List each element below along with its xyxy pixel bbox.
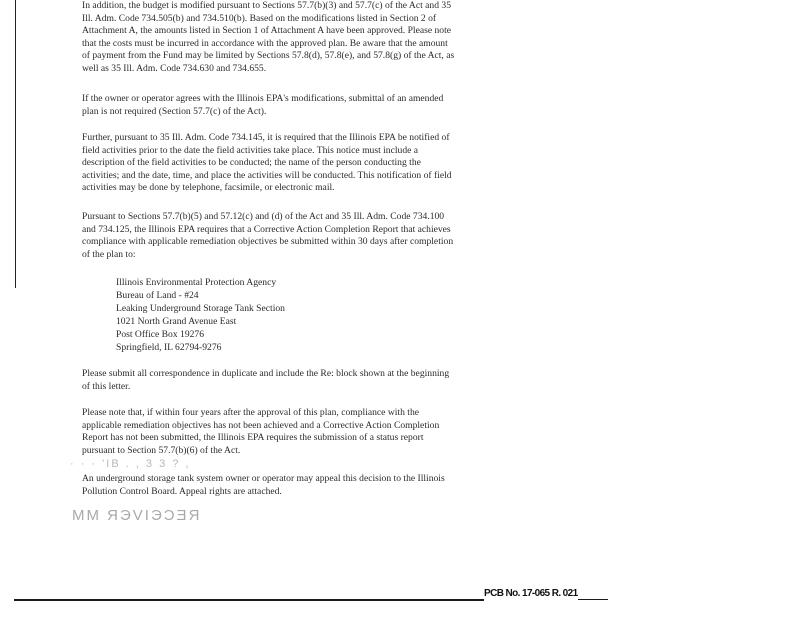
text-line: of payment from the Fund may be limited by Sections 57.8(d), 57.8(e), and 57.8(g) of the Act, as xyxy=(82,50,455,62)
text-line: applicable remediation objectives has not been achieved and a Corrective Action Completion xyxy=(82,419,440,431)
text-line: Please note that, if within four years after the approval of this plan, compliance with the xyxy=(82,407,420,418)
text-line: Pursuant to Sections 57.7(b)(5) and 57.12(c) and (d) of the Act and 35 Ill. Adm. Code 734.100 xyxy=(82,211,445,222)
text-line: In addition, the budget is modified pursuant to Sections 57.7(b)(3) and 57.7(c) of the Act and 35 xyxy=(82,0,452,11)
text-line: Ill. Adm. Code 734.505(b) and 734.510(b). Based on the modifications listed in Section 2 of xyxy=(82,12,437,24)
mailing-address-block xyxy=(116,276,285,354)
received-stamp: MM ЯЭVIЭƆƎЯ xyxy=(72,507,202,524)
paragraph-correspondence xyxy=(82,368,534,393)
text-line: of this letter. xyxy=(82,380,131,392)
text-line: and 734.125, the Illinois EPA requires that a Corrective Action Completion Report that achieves xyxy=(82,223,451,235)
text-line: Pollution Control Board. Appeal rights are attached. xyxy=(82,485,282,497)
address-line: 1021 North Grand Avenue East xyxy=(116,316,237,327)
footer-rule xyxy=(14,599,484,601)
text-line: Further, pursuant to 35 Ill. Adm. Code 734.145, it is required that the Illinois EPA be notified of xyxy=(82,132,450,143)
paragraph-budget-modification xyxy=(82,0,534,76)
paragraph-status-report xyxy=(82,407,534,457)
pcb-page-reference: PCB No. 17-065 R. 021 xyxy=(484,588,578,599)
address-line: Springfield, IL 62794-9276 xyxy=(116,342,222,353)
text-line: activities; and the date, time, and place the activities will be conducted. This notification of field xyxy=(82,169,452,181)
text-line: description of the field activities to be conducted; the name of the person conducting the xyxy=(82,157,421,169)
text-line: pursuant to Section 57.7(b)(6) of the Act. xyxy=(82,444,241,456)
text-line: of the plan to: xyxy=(82,248,136,260)
text-line: Attachment A, the amounts listed in Section 1 of Attachment A have been approved. Please note xyxy=(82,25,452,37)
paragraph-field-notification xyxy=(82,132,534,195)
text-line: Please submit all correspondence in duplicate and include the Re: block shown at the beginning xyxy=(82,368,450,379)
text-line: field activities prior to the date the field activities take place. This notice must include a xyxy=(82,144,419,156)
footer-rule-tail xyxy=(578,599,608,600)
left-margin-rule xyxy=(15,0,16,288)
paragraph-appeal-rights xyxy=(82,473,534,498)
address-line: Post Office Box 19276 xyxy=(116,329,205,340)
text-line: well as 35 Ill. Adm. Code 734.630 and 734.655. xyxy=(82,62,267,74)
text-line: An underground storage tank system owner or operator may appeal this decision to the Illinois xyxy=(82,473,445,484)
text-line: If the owner or operator agrees with the Illinois EPA's modifications, submittal of an amended xyxy=(82,93,444,104)
address-line: Illinois Environmental Protection Agency xyxy=(116,277,277,288)
paragraph-completion-report xyxy=(82,211,534,261)
text-line: that the costs must be incurred in accordance with the approved plan. Be aware that the amount xyxy=(82,37,448,49)
text-line: compliance with applicable remediation objectives be submitted within 30 days after completion xyxy=(82,236,454,248)
text-line: plan is not required (Section 57.7(c) of the Act). xyxy=(82,105,267,117)
address-line: Leaking Underground Storage Tank Section xyxy=(116,303,285,314)
received-stamp-faint: · · · 'IB . , 3 3 ? , xyxy=(70,458,191,470)
address-line: Bureau of Land - #24 xyxy=(116,290,199,301)
paragraph-modifications-agreement xyxy=(82,93,534,118)
text-line: activities may be done by telephone, facsimile, or electronic mail. xyxy=(82,182,335,194)
text-line: Report has not been submitted, the Illinois EPA requires the submission of a status report xyxy=(82,432,424,444)
